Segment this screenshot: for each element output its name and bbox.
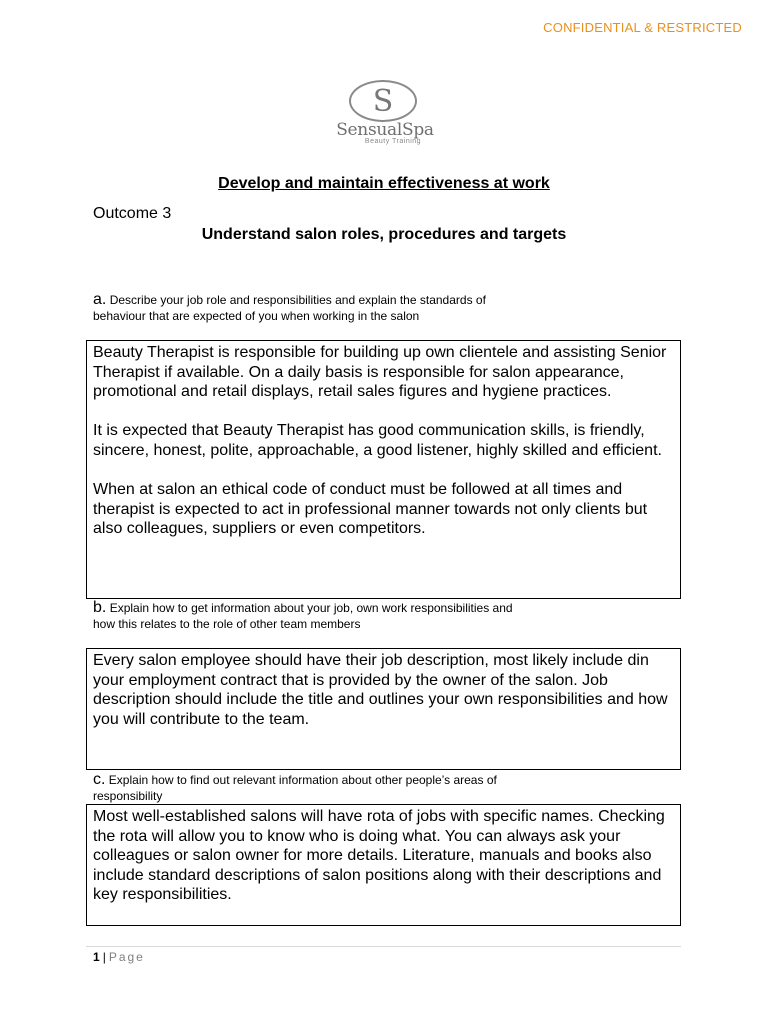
page-label: Page — [108, 950, 145, 964]
question-letter: a. — [93, 291, 107, 308]
answer-box-a[interactable] — [86, 340, 681, 599]
outcome-label: Outcome 3 — [93, 205, 172, 222]
question-text: Explain how to get information about your job, own work responsibilities and how this relates to the role of other team members — [93, 601, 513, 631]
document-title: Develop and maintain effectiveness at work — [218, 175, 550, 192]
footer-separator: | — [102, 950, 106, 964]
answer-paragraph: Most well-established salons will have rota of jobs with specific names. Checking the rota will allow you to know who is doing what. You can always ask your colleagues or salon owner for more details. Literature, manuals and books also include standard descriptions of salon positions along with their descriptions and key responsibilities. — [93, 808, 665, 904]
answer-paragraph: It is expected that Beauty Therapist has good communication skills, is friendly, sincere, honest, polite, approachable, a good listener, highly skilled and efficient. — [93, 422, 662, 459]
answer-box-c[interactable] — [86, 804, 681, 926]
question-letter: c. — [93, 771, 106, 788]
outcome-subtitle: Understand salon roles, procedures and targets — [201, 226, 567, 243]
logo-mark: S — [372, 84, 394, 119]
question-text: Explain how to find out relevant information about other people’s areas of responsibility — [93, 773, 497, 803]
answer-box-b[interactable] — [86, 648, 681, 770]
answer-paragraph: Beauty Therapist is responsible for building up own clientele and assisting Senior Therapist if available. On a daily basis is responsible for salon appearance, promotional and retail displays, retail sales figures and hygiene practices. — [93, 344, 667, 401]
question-letter: b. — [93, 599, 107, 616]
footer-divider — [86, 946, 681, 947]
question-a — [93, 292, 513, 324]
answer-paragraph: When at salon an ethical code of conduct must be followed at all times and therapist is expected to act in professional manner towards not only clients but also colleagues, suppliers or even competitors. — [93, 481, 648, 538]
question-b — [93, 600, 513, 632]
logo-circle — [349, 80, 417, 122]
page-number: 1 — [93, 950, 100, 964]
sensualspa-logo-icon — [333, 76, 437, 152]
answer-paragraph: Every salon employee should have their job description, most likely include din your employment contract that is provided by the owner of the salon. Job description should include the title and outlines your own responsibilities and how you will contribute to the team. — [93, 652, 668, 728]
logo-name: SensualSpa — [336, 120, 434, 140]
question-c — [93, 772, 513, 804]
page-footer — [93, 950, 145, 964]
confidential-label: CONFIDENTIAL & RESTRICTED — [543, 20, 742, 35]
logo-subtitle: Beauty Training — [364, 138, 422, 145]
question-text: Describe your job role and responsibilities and explain the standards of behaviour that are expected of you when working in the salon — [93, 293, 486, 323]
